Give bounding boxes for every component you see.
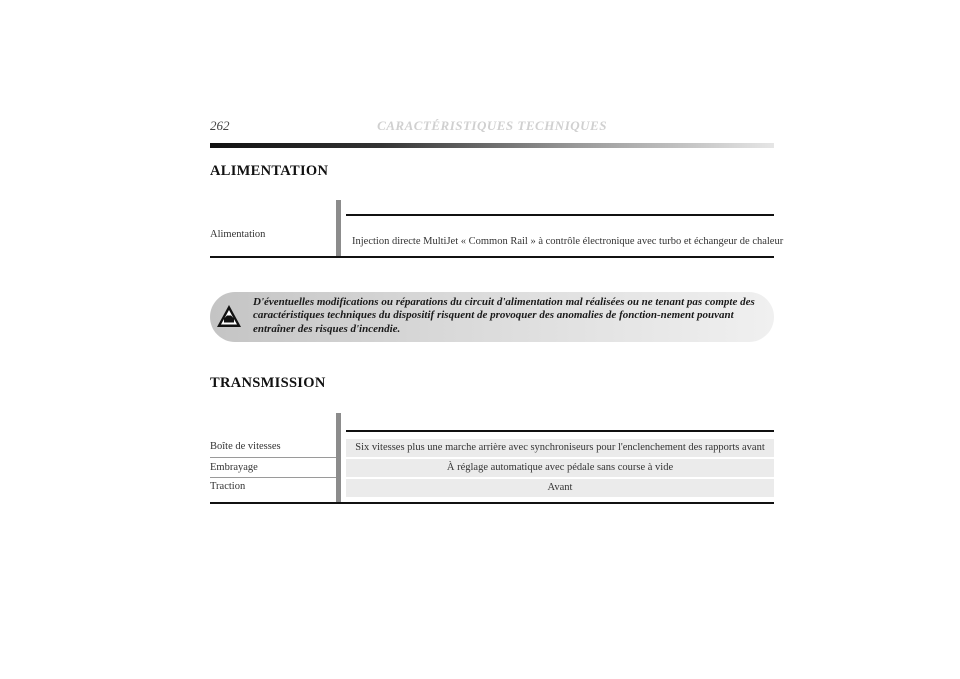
table-bottom-rule (210, 502, 774, 504)
row-value-embrayage: À réglage automatique avec pédale sans course à vide (346, 459, 774, 477)
page-number: 262 (210, 118, 230, 133)
section-title-alimentation: ALIMENTATION (210, 163, 329, 179)
row-value-traction: Avant (346, 479, 774, 497)
page-header (210, 118, 774, 138)
table-top-rule (346, 430, 774, 432)
warning-triangle-icon (216, 304, 242, 328)
row-value-alimentation: Injection directe MultiJet « Common Rail » à contrôle électronique avec turbo et échangeur de chaleur (352, 236, 784, 247)
row-label-traction: Traction (210, 481, 246, 492)
table-top-rule (346, 214, 774, 216)
row-value-boite: Six vitesses plus une marche arrière avec synchroniseurs pour l'enclenchement des rapports avant (346, 439, 774, 457)
warning-text: D'éventuelles modifications ou réparations du circuit d'alimentation mal réalisées ou ne tenant pas compte des caractéristiques techniques du dispositif risquent de provoquer des anomalies de fonction-nement pouvant entraîner des risques d'incendie. (253, 296, 755, 335)
section-title-transmission: TRANSMISSION (210, 375, 326, 391)
row-label-alimentation: Alimentation (210, 229, 266, 240)
table-divider-bar (336, 413, 341, 503)
row-label-embrayage: Embrayage (210, 462, 258, 473)
row-separator (210, 457, 336, 458)
row-separator (210, 477, 336, 478)
table-bottom-rule (210, 256, 774, 258)
row-label-boite: Boîte de vitesses (210, 441, 281, 452)
page-title: CARACTÉRISTIQUES TECHNIQUES (377, 118, 607, 133)
table-divider-bar (336, 200, 341, 257)
header-divider (210, 143, 774, 148)
